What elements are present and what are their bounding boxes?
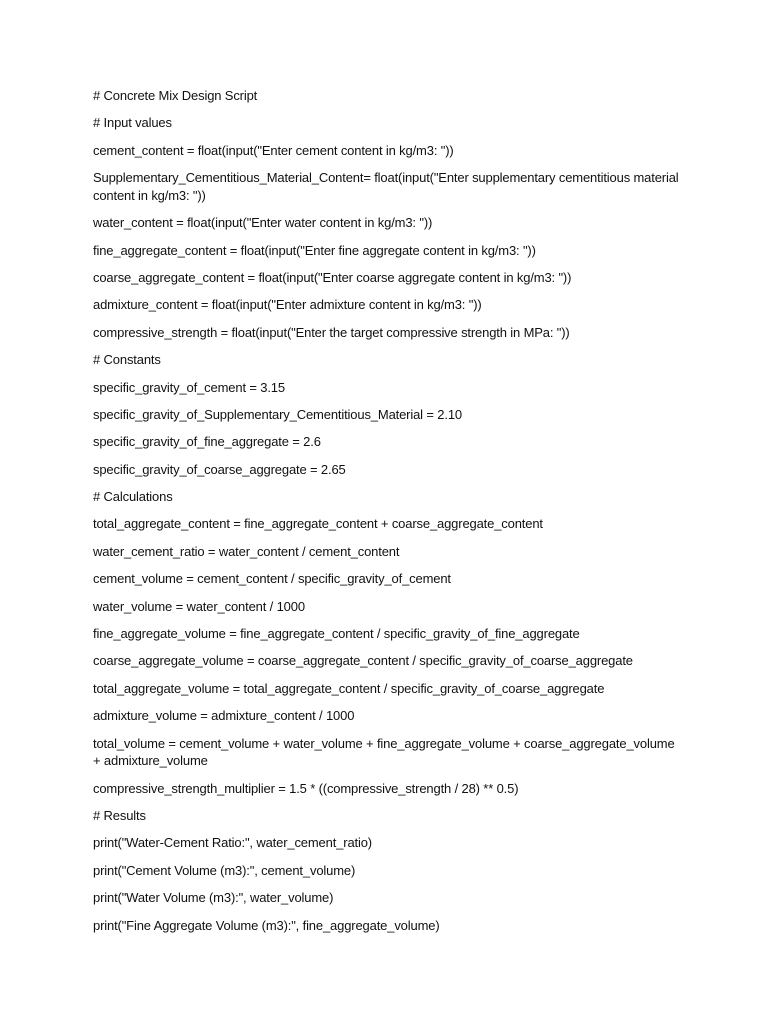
- code-line-sg-coarse-aggregate: specific_gravity_of_coarse_aggregate = 2.65: [93, 461, 346, 477]
- code-line-fine-aggregate-content: fine_aggregate_content = float(input("Enter fine aggregate content in kg/m3: ")): [93, 242, 536, 258]
- code-line-coarse-aggregate-content: coarse_aggregate_content = float(input("Enter coarse aggregate content in kg/m3: ")): [93, 269, 572, 285]
- code-line-fine-aggregate-volume: fine_aggregate_volume = fine_aggregate_content / specific_gravity_of_fine_aggregate: [93, 626, 580, 642]
- code-line-strength-multiplier: compressive_strength_multiplier = 1.5 * ((compressive_strength / 28) ** 0.5): [93, 780, 519, 796]
- code-line-scm-content: Supplementary_Cementitious_Material_Content= float(input("Enter supplementary cementitious material content in kg/m3: ")): [93, 170, 683, 203]
- code-line-water-content: water_content = float(input("Enter water content in kg/m3: ")): [93, 215, 433, 231]
- code-line-compressive-strength: compressive_strength = float(input("Enter the target compressive strength in MPa: ")): [93, 324, 570, 340]
- comment-constants: # Constants: [93, 352, 161, 368]
- code-line-cement-volume: cement_volume = cement_content / specific_gravity_of_cement: [93, 571, 451, 587]
- code-line-print-water-volume: print("Water Volume (m3):", water_volume): [93, 890, 334, 906]
- comment-input-values: # Input values: [93, 115, 172, 131]
- code-line-total-aggregate-content: total_aggregate_content = fine_aggregate_content + coarse_aggregate_content: [93, 516, 543, 532]
- code-line-print-cement-volume: print("Cement Volume (m3):", cement_volume): [93, 862, 356, 878]
- code-line-print-wc-ratio: print("Water-Cement Ratio:", water_cement_ratio): [93, 835, 372, 851]
- code-line-coarse-aggregate-volume: coarse_aggregate_volume = coarse_aggregate_content / specific_gravity_of_coarse_aggregate: [93, 653, 633, 669]
- code-line-sg-cement: specific_gravity_of_cement = 3.15: [93, 379, 285, 395]
- code-line-total-aggregate-volume: total_aggregate_volume = total_aggregate_content / specific_gravity_of_coarse_aggregate: [93, 680, 605, 696]
- code-line-print-fine-aggregate-volume: print("Fine Aggregate Volume (m3):", fine_aggregate_volume): [93, 917, 440, 933]
- code-line-cement-content: cement_content = float(input("Enter cement content in kg/m3: ")): [93, 142, 454, 158]
- code-line-admixture-content: admixture_content = float(input("Enter admixture content in kg/m3: ")): [93, 297, 482, 313]
- code-line-sg-scm: specific_gravity_of_Supplementary_Cementitious_Material = 2.10: [93, 406, 462, 422]
- comment-results: # Results: [93, 807, 146, 823]
- document-body: [93, 87, 683, 944]
- code-line-water-volume: water_volume = water_content / 1000: [93, 598, 305, 614]
- code-line-water-cement-ratio: water_cement_ratio = water_content / cement_content: [93, 543, 400, 559]
- code-line-sg-fine-aggregate: specific_gravity_of_fine_aggregate = 2.6: [93, 434, 321, 450]
- code-line-admixture-volume: admixture_volume = admixture_content / 1000: [93, 708, 355, 724]
- comment-calculations: # Calculations: [93, 489, 173, 505]
- code-line-total-volume: total_volume = cement_volume + water_volume + fine_aggregate_volume + coarse_aggregate_volume + admixture_volume: [93, 735, 678, 769]
- heading-comment-script-title: # Concrete Mix Design Script: [93, 88, 258, 103]
